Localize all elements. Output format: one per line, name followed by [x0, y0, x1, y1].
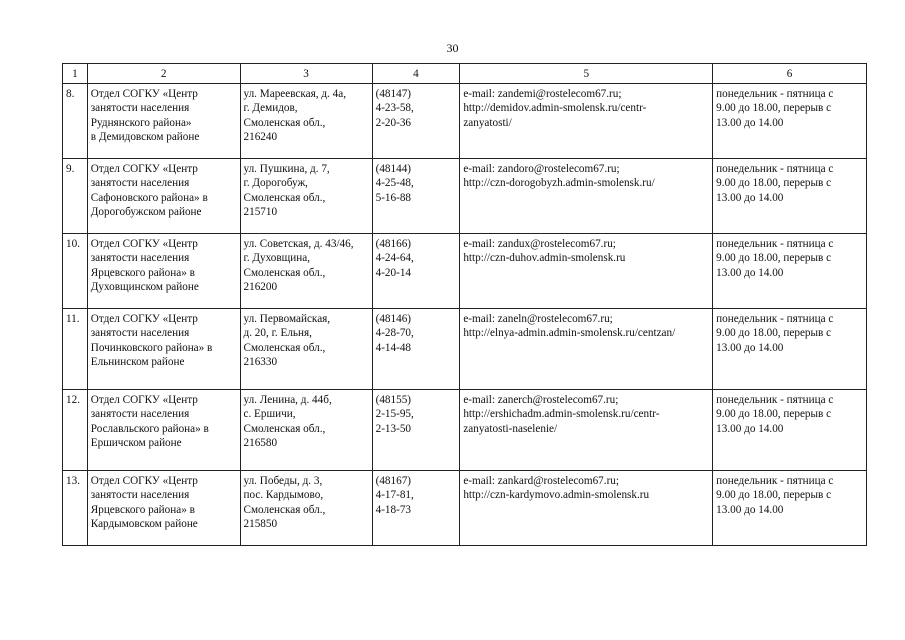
department-name-line: занятости населения: [90, 327, 190, 340]
department-name-line: Руднянского района»: [90, 116, 192, 129]
working-hours-line: 13.00 до 14.00: [716, 422, 784, 435]
department-name-line: Починковского района» в: [90, 341, 213, 354]
address-cell: [240, 471, 372, 546]
working-hours-line: понедельник - пятница с: [716, 313, 834, 325]
contact-web-line: e-mail: zandoro@rostelecom67.ru;: [463, 163, 620, 175]
contact-web-cell: [460, 390, 713, 471]
address-line: г. Дорогобуж,: [243, 177, 308, 190]
phone-cell: [372, 471, 460, 546]
address-line: Смоленская обл.,: [243, 503, 326, 516]
working-hours-line: понедельник - пятница с: [716, 88, 834, 100]
column-header: 2: [87, 64, 240, 84]
department-name-cell: [87, 309, 240, 390]
address-line: с. Ершичи,: [243, 408, 296, 421]
phone-cell: [372, 159, 460, 234]
row-number-cell: 11.: [63, 309, 88, 390]
contact-web-line: e-mail: zandemi@rostelecom67.ru;: [463, 88, 622, 100]
contact-web-cell: [460, 84, 713, 159]
phone-line: 4-25-48,: [375, 177, 414, 190]
employment-centers-table: [62, 63, 867, 546]
department-name-line: Отдел СОГКУ «Центр: [90, 475, 198, 487]
department-name-line: занятости населения: [90, 252, 190, 265]
phone-line: 2-15-95,: [375, 408, 414, 421]
department-name-line: Ярцевского района» в: [90, 503, 195, 516]
phone-line: 4-24-64,: [375, 252, 414, 265]
department-name-cell: [87, 390, 240, 471]
table-row: [63, 390, 867, 471]
working-hours-line: 13.00 до 14.00: [716, 116, 784, 129]
working-hours-line: 9.00 до 18.00, перерыв с: [716, 489, 832, 502]
phone-line: 5-16-88: [375, 191, 412, 204]
department-name-line: Духовщинском районе: [90, 281, 199, 294]
address-line: ул. Советская, д. 43/46,: [243, 238, 354, 250]
address-line: Смоленская обл.,: [243, 191, 326, 204]
department-name-line: занятости населения: [90, 489, 190, 502]
phone-line: 4-14-48: [375, 341, 412, 354]
working-hours-line: понедельник - пятница с: [716, 238, 834, 250]
department-name-cell: [87, 471, 240, 546]
row-number-cell: 10.: [63, 234, 88, 309]
address-line: 216330: [243, 356, 278, 369]
row-number-cell: 8.: [63, 84, 88, 159]
working-hours-cell: [713, 159, 867, 234]
working-hours-line: 13.00 до 14.00: [716, 503, 784, 516]
phone-line: (48146): [375, 313, 412, 325]
contact-web-cell: [460, 234, 713, 309]
contact-web-line: http://czn-duhov.admin-smolensk.ru: [463, 252, 626, 265]
phone-line: (48147): [375, 88, 412, 100]
phone-cell: [372, 309, 460, 390]
address-line: 216200: [243, 281, 278, 294]
column-header: 5: [460, 64, 713, 84]
department-name-line: Сафоновского района» в: [90, 191, 208, 204]
phone-line: 2-13-50: [375, 422, 412, 435]
department-name-line: в Демидовском районе: [90, 131, 200, 144]
address-line: 216580: [243, 437, 278, 450]
address-line: ул. Первомайская,: [243, 313, 331, 325]
page-number: 30: [446, 41, 459, 55]
table-row: [63, 309, 867, 390]
working-hours-cell: [713, 84, 867, 159]
address-cell: [240, 159, 372, 234]
contact-web-line: http://czn-dorogobyzh.admin-smolensk.ru/: [463, 177, 655, 190]
department-name-line: Кардымовском районе: [90, 518, 198, 531]
working-hours-line: 13.00 до 14.00: [716, 191, 784, 204]
working-hours-line: понедельник - пятница с: [716, 475, 834, 487]
department-name-line: Отдел СОГКУ «Центр: [90, 238, 198, 250]
column-header: 6: [713, 64, 867, 84]
address-line: пос. Кардымово,: [243, 489, 324, 502]
working-hours-line: 9.00 до 18.00, перерыв с: [716, 252, 832, 265]
phone-line: 4-17-81,: [375, 489, 414, 502]
address-line: ул. Пушкина, д. 7,: [243, 163, 330, 175]
department-name-line: Ярцевского района» в: [90, 266, 195, 279]
department-name-line: Дорогобужском районе: [90, 206, 202, 219]
address-cell: [240, 84, 372, 159]
phone-cell: [372, 84, 460, 159]
contact-web-line: e-mail: zaneln@rostelecom67.ru;: [463, 313, 613, 325]
contact-web-line: e-mail: zankard@rostelecom67.ru;: [463, 475, 619, 487]
working-hours-line: 9.00 до 18.00, перерыв с: [716, 408, 832, 421]
working-hours-line: 9.00 до 18.00, перерыв с: [716, 177, 832, 190]
working-hours-cell: [713, 234, 867, 309]
working-hours-line: 13.00 до 14.00: [716, 266, 784, 279]
address-line: Смоленская обл.,: [243, 341, 326, 354]
address-line: 215850: [243, 518, 278, 531]
column-header: 1: [63, 64, 88, 84]
department-name-line: Отдел СОГКУ «Центр: [90, 163, 198, 175]
phone-line: (48144): [375, 163, 412, 175]
working-hours-line: 9.00 до 18.00, перерыв с: [716, 327, 832, 340]
contact-web-line: http://ershichadm.admin-smolensk.ru/centr-: [463, 408, 660, 421]
working-hours-cell: [713, 309, 867, 390]
department-name-line: Отдел СОГКУ «Центр: [90, 88, 198, 100]
department-name-line: Рославльского района» в: [90, 422, 209, 435]
address-line: Смоленская обл.,: [243, 266, 326, 279]
department-name-line: Ершичском районе: [90, 437, 182, 450]
working-hours-cell: [713, 471, 867, 546]
column-header: 4: [372, 64, 460, 84]
row-number-cell: 12.: [63, 390, 88, 471]
working-hours-line: понедельник - пятница с: [716, 394, 834, 406]
contact-web-line: http://demidov.admin-smolensk.ru/centr-: [463, 102, 647, 115]
phone-line: 2-20-36: [375, 116, 412, 129]
phone-cell: [372, 390, 460, 471]
phone-line: (48155): [375, 394, 412, 406]
address-cell: [240, 309, 372, 390]
table-row: [63, 234, 867, 309]
phone-line: 4-28-70,: [375, 327, 414, 340]
table-row: [63, 471, 867, 546]
address-line: ул. Победы, д. 3,: [243, 475, 323, 487]
phone-cell: [372, 234, 460, 309]
working-hours-cell: [713, 390, 867, 471]
address-line: д. 20, г. Ельня,: [243, 327, 312, 340]
department-name-cell: [87, 234, 240, 309]
address-line: г. Демидов,: [243, 102, 298, 115]
address-cell: [240, 234, 372, 309]
contact-web-line: e-mail: zandux@rostelecom67.ru;: [463, 238, 616, 250]
contact-web-cell: [460, 159, 713, 234]
address-line: г. Духовщина,: [243, 252, 311, 265]
working-hours-line: 9.00 до 18.00, перерыв с: [716, 102, 832, 115]
department-name-line: занятости населения: [90, 102, 190, 115]
department-name-line: Отдел СОГКУ «Центр: [90, 394, 198, 406]
column-header: 3: [240, 64, 372, 84]
phone-line: 4-23-58,: [375, 102, 414, 115]
department-name-line: Отдел СОГКУ «Центр: [90, 313, 198, 325]
department-name-line: занятости населения: [90, 177, 190, 190]
department-name-line: занятости населения: [90, 408, 190, 421]
address-line: ул. Мареевская, д. 4а,: [243, 88, 347, 100]
address-line: Смоленская обл.,: [243, 116, 326, 129]
contact-web-line: zanyatosti/: [463, 116, 512, 129]
row-number-cell: 9.: [63, 159, 88, 234]
contact-web-cell: [460, 471, 713, 546]
department-name-line: Ельнинском районе: [90, 356, 185, 369]
contact-web-line: http://elnya-admin.admin-smolensk.ru/centzan/: [463, 327, 676, 340]
contact-web-line: e-mail: zanerch@rostelecom67.ru;: [463, 394, 619, 406]
row-number-cell: 13.: [63, 471, 88, 546]
address-line: 216240: [243, 131, 278, 144]
phone-line: 4-18-73: [375, 503, 412, 516]
table-header-row: [63, 64, 867, 84]
table-row: [63, 159, 867, 234]
table-row: [63, 84, 867, 159]
phone-line: (48167): [375, 475, 412, 487]
address-line: Смоленская обл.,: [243, 422, 326, 435]
working-hours-line: понедельник - пятница с: [716, 163, 834, 175]
contact-web-line: zanyatosti-naselenie/: [463, 422, 558, 435]
phone-line: (48166): [375, 238, 412, 250]
phone-line: 4-20-14: [375, 266, 412, 279]
department-name-cell: [87, 84, 240, 159]
address-line: ул. Ленина, д. 44б,: [243, 394, 332, 406]
department-name-cell: [87, 159, 240, 234]
address-cell: [240, 390, 372, 471]
address-line: 215710: [243, 206, 278, 219]
contact-web-line: http://czn-kardymovo.admin-smolensk.ru: [463, 489, 650, 502]
working-hours-line: 13.00 до 14.00: [716, 341, 784, 354]
contact-web-cell: [460, 309, 713, 390]
